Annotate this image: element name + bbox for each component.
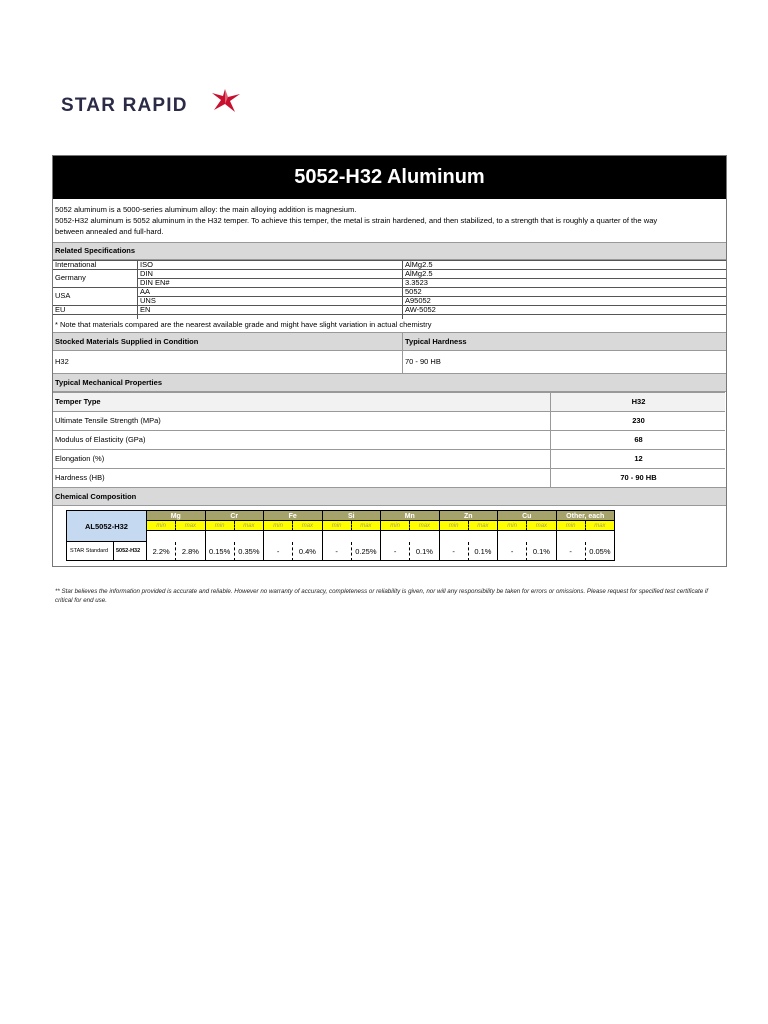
mechanical-label: Hardness (HB): [55, 473, 105, 482]
min-value: -: [557, 542, 586, 561]
mechanical-value: 70 - 90 HB: [550, 469, 726, 487]
spacer-cell: [557, 531, 616, 542]
standard-cell: [66, 542, 147, 561]
element-name: Fe: [264, 510, 323, 521]
min-label: min: [440, 521, 469, 531]
max-value: 0.35%: [235, 542, 264, 561]
stock-row: [53, 351, 726, 373]
spec-grade: AlMg2.5: [405, 269, 433, 278]
mechanical-row: [53, 449, 725, 468]
page-title: 5052-H32 Aluminum: [53, 156, 726, 199]
max-value: 0.1%: [527, 542, 556, 561]
chemical-table: [66, 510, 610, 561]
max-value: 0.4%: [293, 542, 322, 561]
spacer-cell: [264, 531, 323, 542]
spec-region: EU: [55, 305, 66, 314]
spec-standard: AA: [140, 287, 151, 296]
mechanical-value: 230: [550, 412, 726, 430]
stock-hardness: 70 - 90 HB: [402, 351, 725, 373]
min-value: -: [323, 542, 352, 561]
max-label: max: [293, 521, 322, 531]
mechanical-value: H32: [550, 393, 726, 411]
min-label: min: [147, 521, 176, 531]
mechanical-header: Typical Mechanical Properties: [53, 373, 726, 392]
standard-label: STAR Standard: [70, 548, 109, 554]
mechanical-value: 68: [550, 431, 726, 449]
min-value: -: [498, 542, 527, 561]
spec-region: International: [55, 260, 97, 269]
max-label: max: [527, 521, 556, 531]
spec-grade: AW-5052: [405, 305, 436, 314]
spacer-cell: [440, 531, 499, 542]
spec-standard: ISO: [140, 260, 153, 269]
related-specs-table: [53, 260, 726, 319]
min-label: min: [381, 521, 410, 531]
spec-standard: DIN EN#: [140, 278, 170, 287]
max-label: max: [352, 521, 381, 531]
min-value: 2.2%: [147, 542, 176, 561]
disclaimer: ** Star believes the information provided is accurate and reliable. However no warranty of accuracy, completeness or reliability is given, nor will any responsibility be taken for errors or omissions. Please request for specified test certificate if critical for end use.: [55, 588, 708, 604]
spacer-cell: [323, 531, 382, 542]
spec-region: USA: [55, 291, 71, 300]
description-line: between annealed and full-hard.: [55, 227, 164, 236]
element-name: Cr: [206, 510, 265, 521]
spec-region: Germany: [55, 273, 86, 282]
max-label: max: [235, 521, 264, 531]
mechanical-row: [53, 411, 725, 430]
chemical-header: Chemical Composition: [53, 487, 726, 506]
min-value: -: [440, 542, 469, 561]
spec-grade: AlMg2.5: [405, 260, 433, 269]
min-label: min: [206, 521, 235, 531]
min-label: min: [498, 521, 527, 531]
min-value: 0.15%: [206, 542, 235, 561]
element-name: Si: [323, 510, 382, 521]
spacer-cell: [498, 531, 557, 542]
max-label: max: [469, 521, 498, 531]
alloy-name: AL5052-H32: [66, 510, 147, 542]
description-line: 5052 aluminum is a 5000-series aluminum alloy: the main alloying addition is magnesium.: [55, 205, 357, 214]
datasheet: [52, 155, 727, 567]
spacer-cell: [381, 531, 440, 542]
spec-standard: DIN: [140, 269, 153, 278]
standard-grade: 5052-H32: [116, 548, 141, 554]
stock-header: [53, 332, 726, 351]
max-value: 0.1%: [469, 542, 498, 561]
stock-hardness-header: Typical Hardness: [402, 333, 725, 350]
mechanical-label: Ultimate Tensile Strength (MPa): [55, 416, 161, 425]
min-label: min: [323, 521, 352, 531]
stock-condition: H32: [55, 357, 69, 366]
spec-grade: 5052: [405, 287, 422, 296]
max-value: 0.05%: [586, 542, 615, 561]
element-name: Mg: [147, 510, 206, 521]
max-value: 0.25%: [352, 542, 381, 561]
max-value: 2.8%: [176, 542, 205, 561]
spec-standard: EN: [140, 305, 151, 314]
brand-name: STAR RAPID: [61, 95, 188, 116]
mechanical-label: Modulus of Elasticity (GPa): [55, 435, 146, 444]
mechanical-value: 12: [550, 450, 726, 468]
mechanical-label: Temper Type: [55, 397, 101, 406]
max-label: max: [176, 521, 205, 531]
element-name: Other, each: [557, 510, 616, 521]
min-label: min: [264, 521, 293, 531]
min-label: min: [557, 521, 586, 531]
star-icon: [211, 88, 241, 114]
element-name: Mn: [381, 510, 440, 521]
description: [55, 204, 723, 237]
mechanical-row: [53, 430, 725, 449]
mechanical-label: Elongation (%): [55, 454, 105, 463]
spec-grade: A95052: [405, 296, 431, 305]
description-line: 5052-H32 aluminum is 5052 aluminum in the H32 temper. To achieve this temper, the metal is strain hardened, and then stabilized, to a strength that is roughly a quarter of the way: [55, 216, 658, 225]
stock-condition-header: Stocked Materials Supplied in Condition: [55, 337, 199, 346]
spec-note: * Note that materials compared are the nearest available grade and might have slight variation in actual chemistry: [55, 320, 432, 329]
max-label: max: [410, 521, 439, 531]
spec-grade: 3.3523: [405, 278, 428, 287]
min-value: -: [264, 542, 293, 561]
mechanical-row: [53, 392, 725, 411]
spec-standard: UNS: [140, 296, 156, 305]
spacer-cell: [206, 531, 265, 542]
element-name: Cu: [498, 510, 557, 521]
spacer-cell: [147, 531, 206, 542]
mechanical-row: [53, 468, 725, 487]
element-name: Zn: [440, 510, 499, 521]
related-specs-header: Related Specifications: [53, 242, 726, 260]
min-value: -: [381, 542, 410, 561]
max-value: 0.1%: [410, 542, 439, 561]
max-label: max: [586, 521, 615, 531]
